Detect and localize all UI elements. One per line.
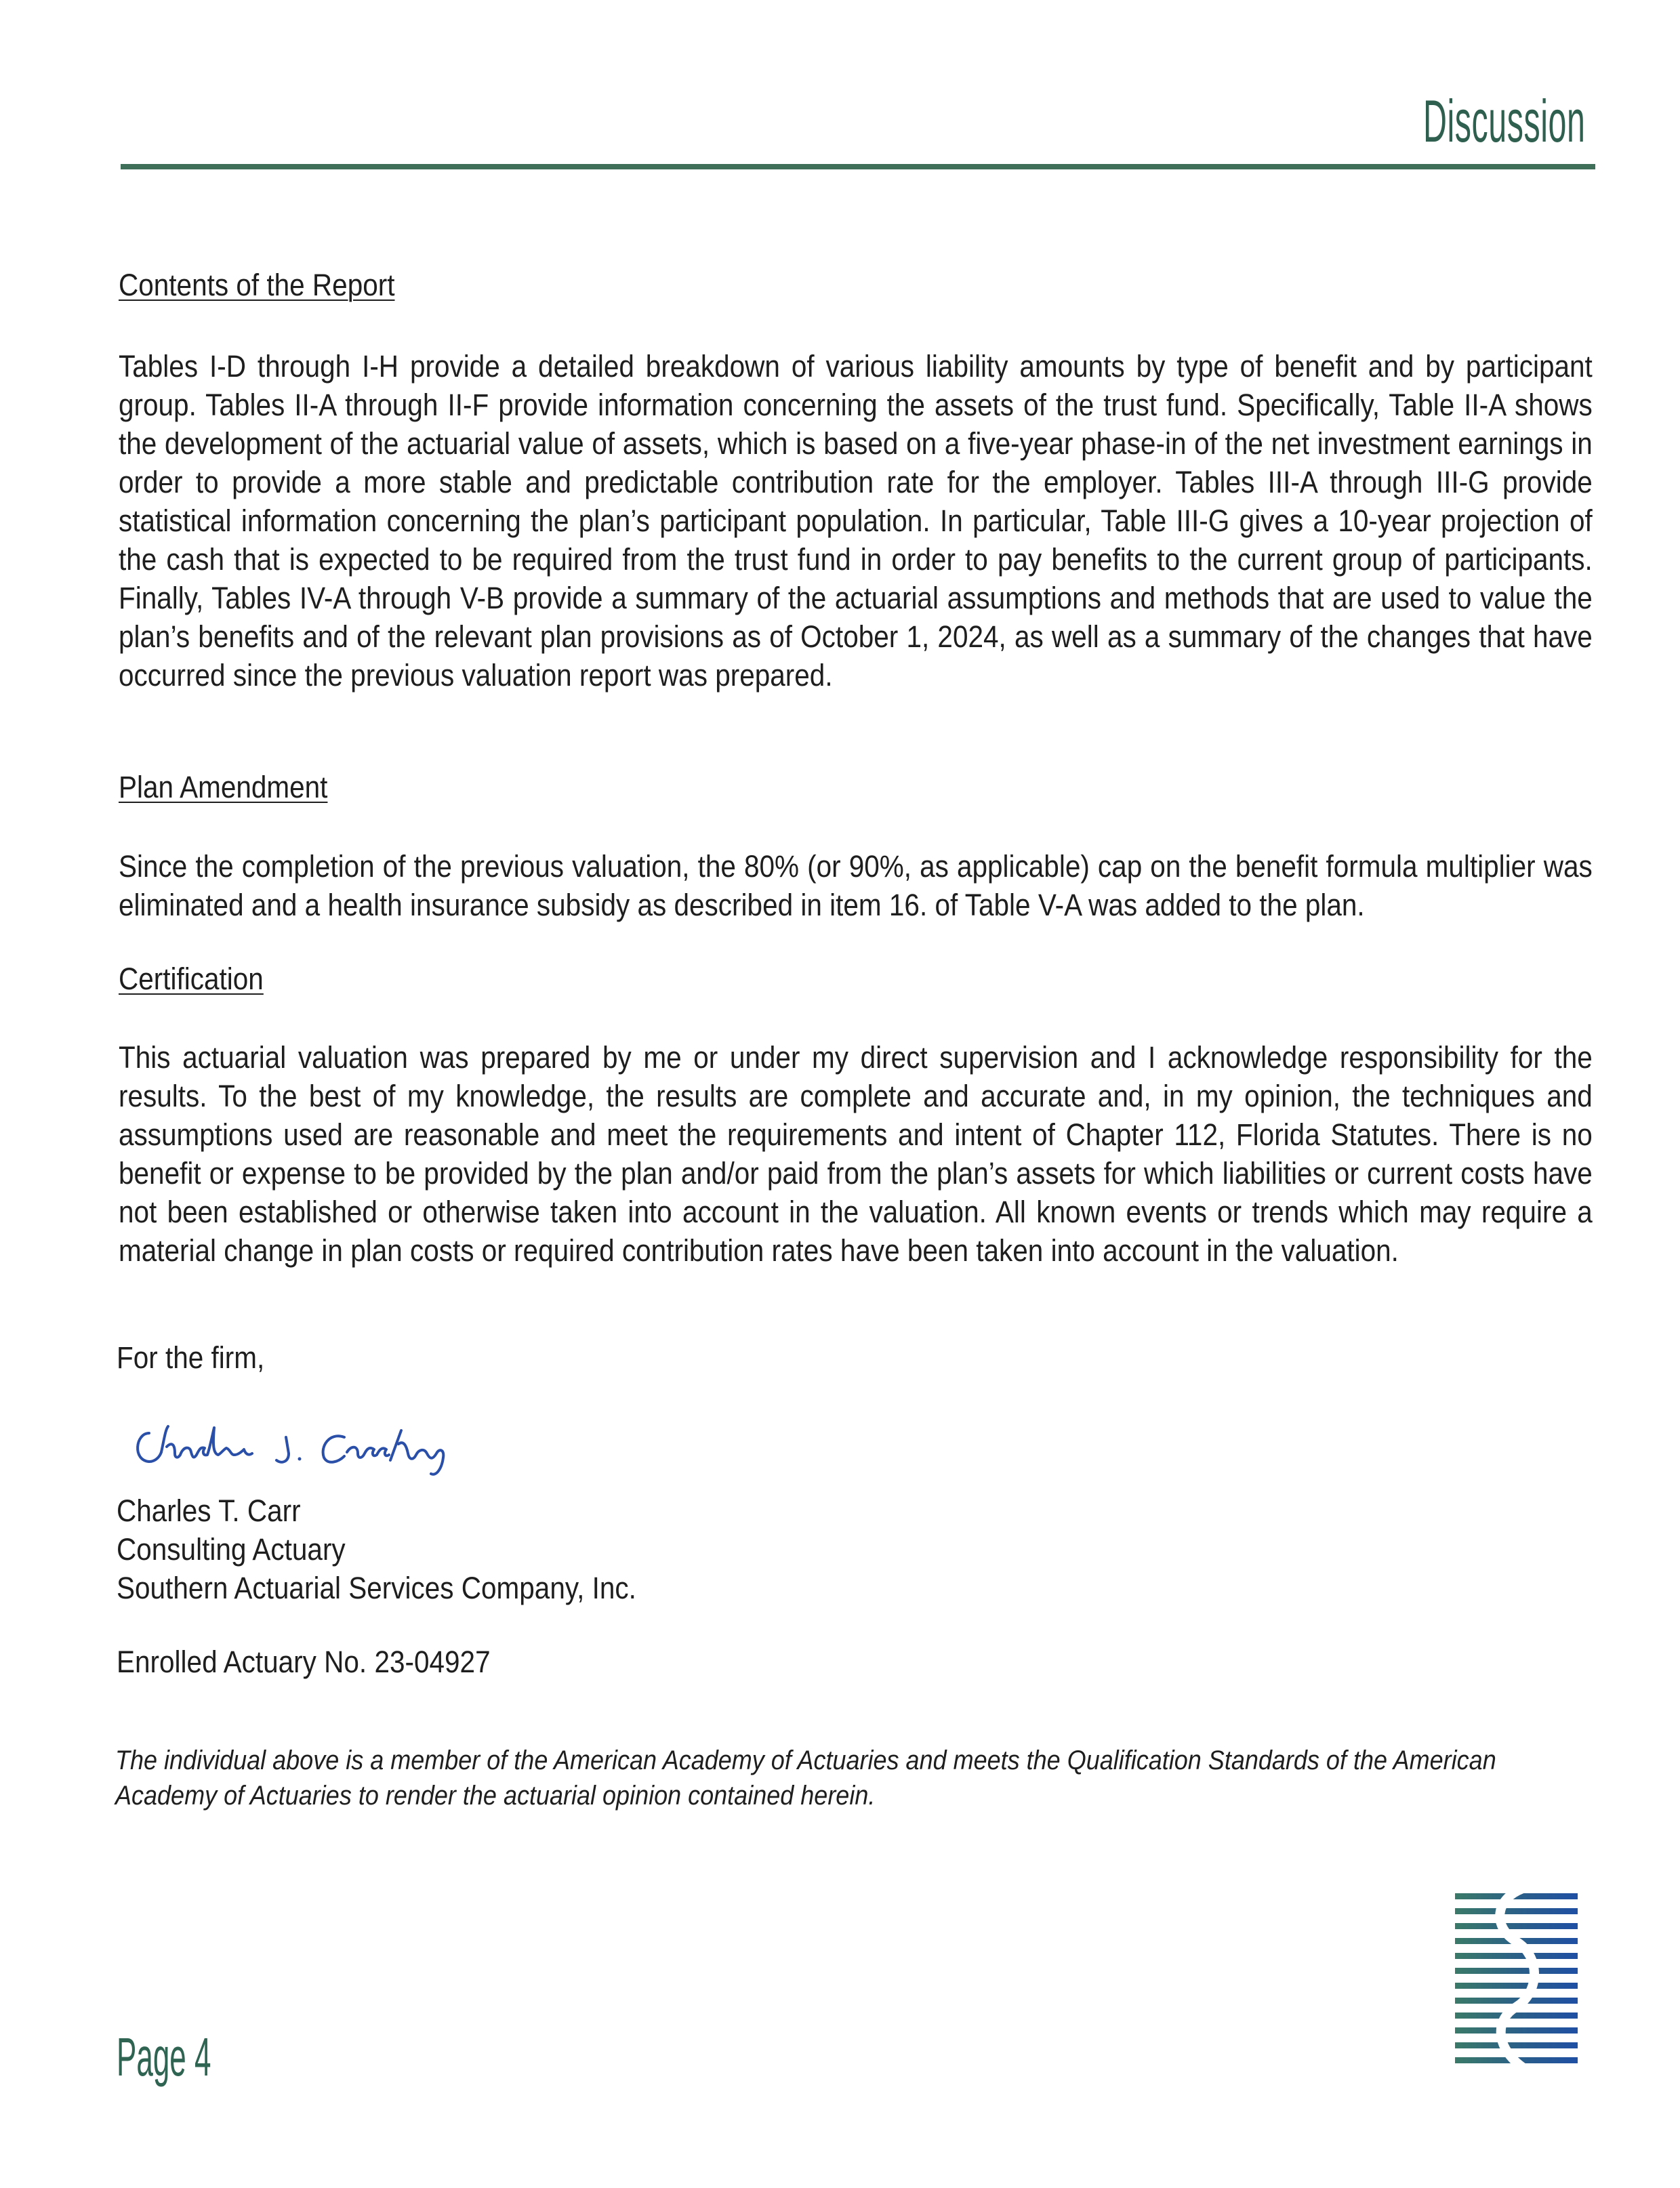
signer-name: Charles T. Carr [117, 1493, 301, 1528]
signer-title: Consulting Actuary [117, 1532, 346, 1567]
company-logo-icon [1454, 1891, 1579, 2067]
enrollment-number: Enrolled Actuary No. 23-04927 [117, 1645, 491, 1679]
paragraph-plan-amendment [119, 847, 1593, 924]
signature [129, 1413, 481, 1487]
page-number: Page 4 [117, 2027, 211, 2087]
paragraph-contents-of-report [119, 347, 1593, 695]
heading-contents-of-report: Contents of the Report [119, 268, 395, 302]
page-title: Discussion [1422, 87, 1585, 154]
paragraph-amendment-text: Since the completion of the previous valuation, the 80% (or 90%, as applicable) cap on the benefit formula multiplier was eliminated and a health insurance subsidy as described in item 16. of Table V-A was added to the plan. [119, 849, 1593, 922]
paragraph-certification-text: This actuarial valuation was prepared by me or under my direct supervision and I acknowledge responsibility for the results. To the best of my knowledge, the results are complete and accurate and, in my opinion, the techniques and assumptions used are reasonable and meet the requirements and intent of Chapter 112, Florida Statutes. There is no benefit or expense to be provided by the plan and/or paid from the plan’s assets for which liabilities or current costs have not been established or otherwise taken into account in the valuation. All known events or trends which may require a material change in plan costs or required contribution rates have been taken into account in the valuation. [119, 1040, 1593, 1268]
header-rule [121, 164, 1595, 169]
qualification-note-text: The individual above is a member of the American Academy of Actuaries and meets the Qualification Standards of the American Academy of Actuaries to render the actuarial opinion contained herein. [115, 1746, 1496, 1811]
paragraph-contents-text: Tables I-D through I-H provide a detailed breakdown of various liability amounts by type of benefit and by participant group. Tables II-A through II-F provide information concerning the assets of the trust fund. Specifically, Table II-A shows the development of the actuarial value of assets, which is based on a five-year phase-in of the net investment earnings in order to provide a more stable and predictable contribution rate for the employer. Tables III-A through III-G provide statistical information concerning the plan’s participant population. In particular, Table III-G gives a 10-year projection of the cash that is expected to be required from the trust fund in order to pay benefits to the current group of participants. Finally, Tables IV-A through V-B provide a summary of the actuarial assumptions and methods that are used to value the plan’s benefits and of the relevant plan provisions as of October 1, 2024, as well as a summary of the changes that have occurred since the previous valuation report was prepared. [119, 349, 1593, 693]
heading-certification: Certification [119, 962, 264, 996]
signer-company: Southern Actuarial Services Company, Inc. [117, 1571, 636, 1605]
paragraph-certification [119, 1038, 1593, 1270]
heading-plan-amendment: Plan Amendment [119, 770, 328, 804]
closing-line: For the firm, [117, 1340, 265, 1375]
qualification-note [115, 1743, 1599, 1813]
